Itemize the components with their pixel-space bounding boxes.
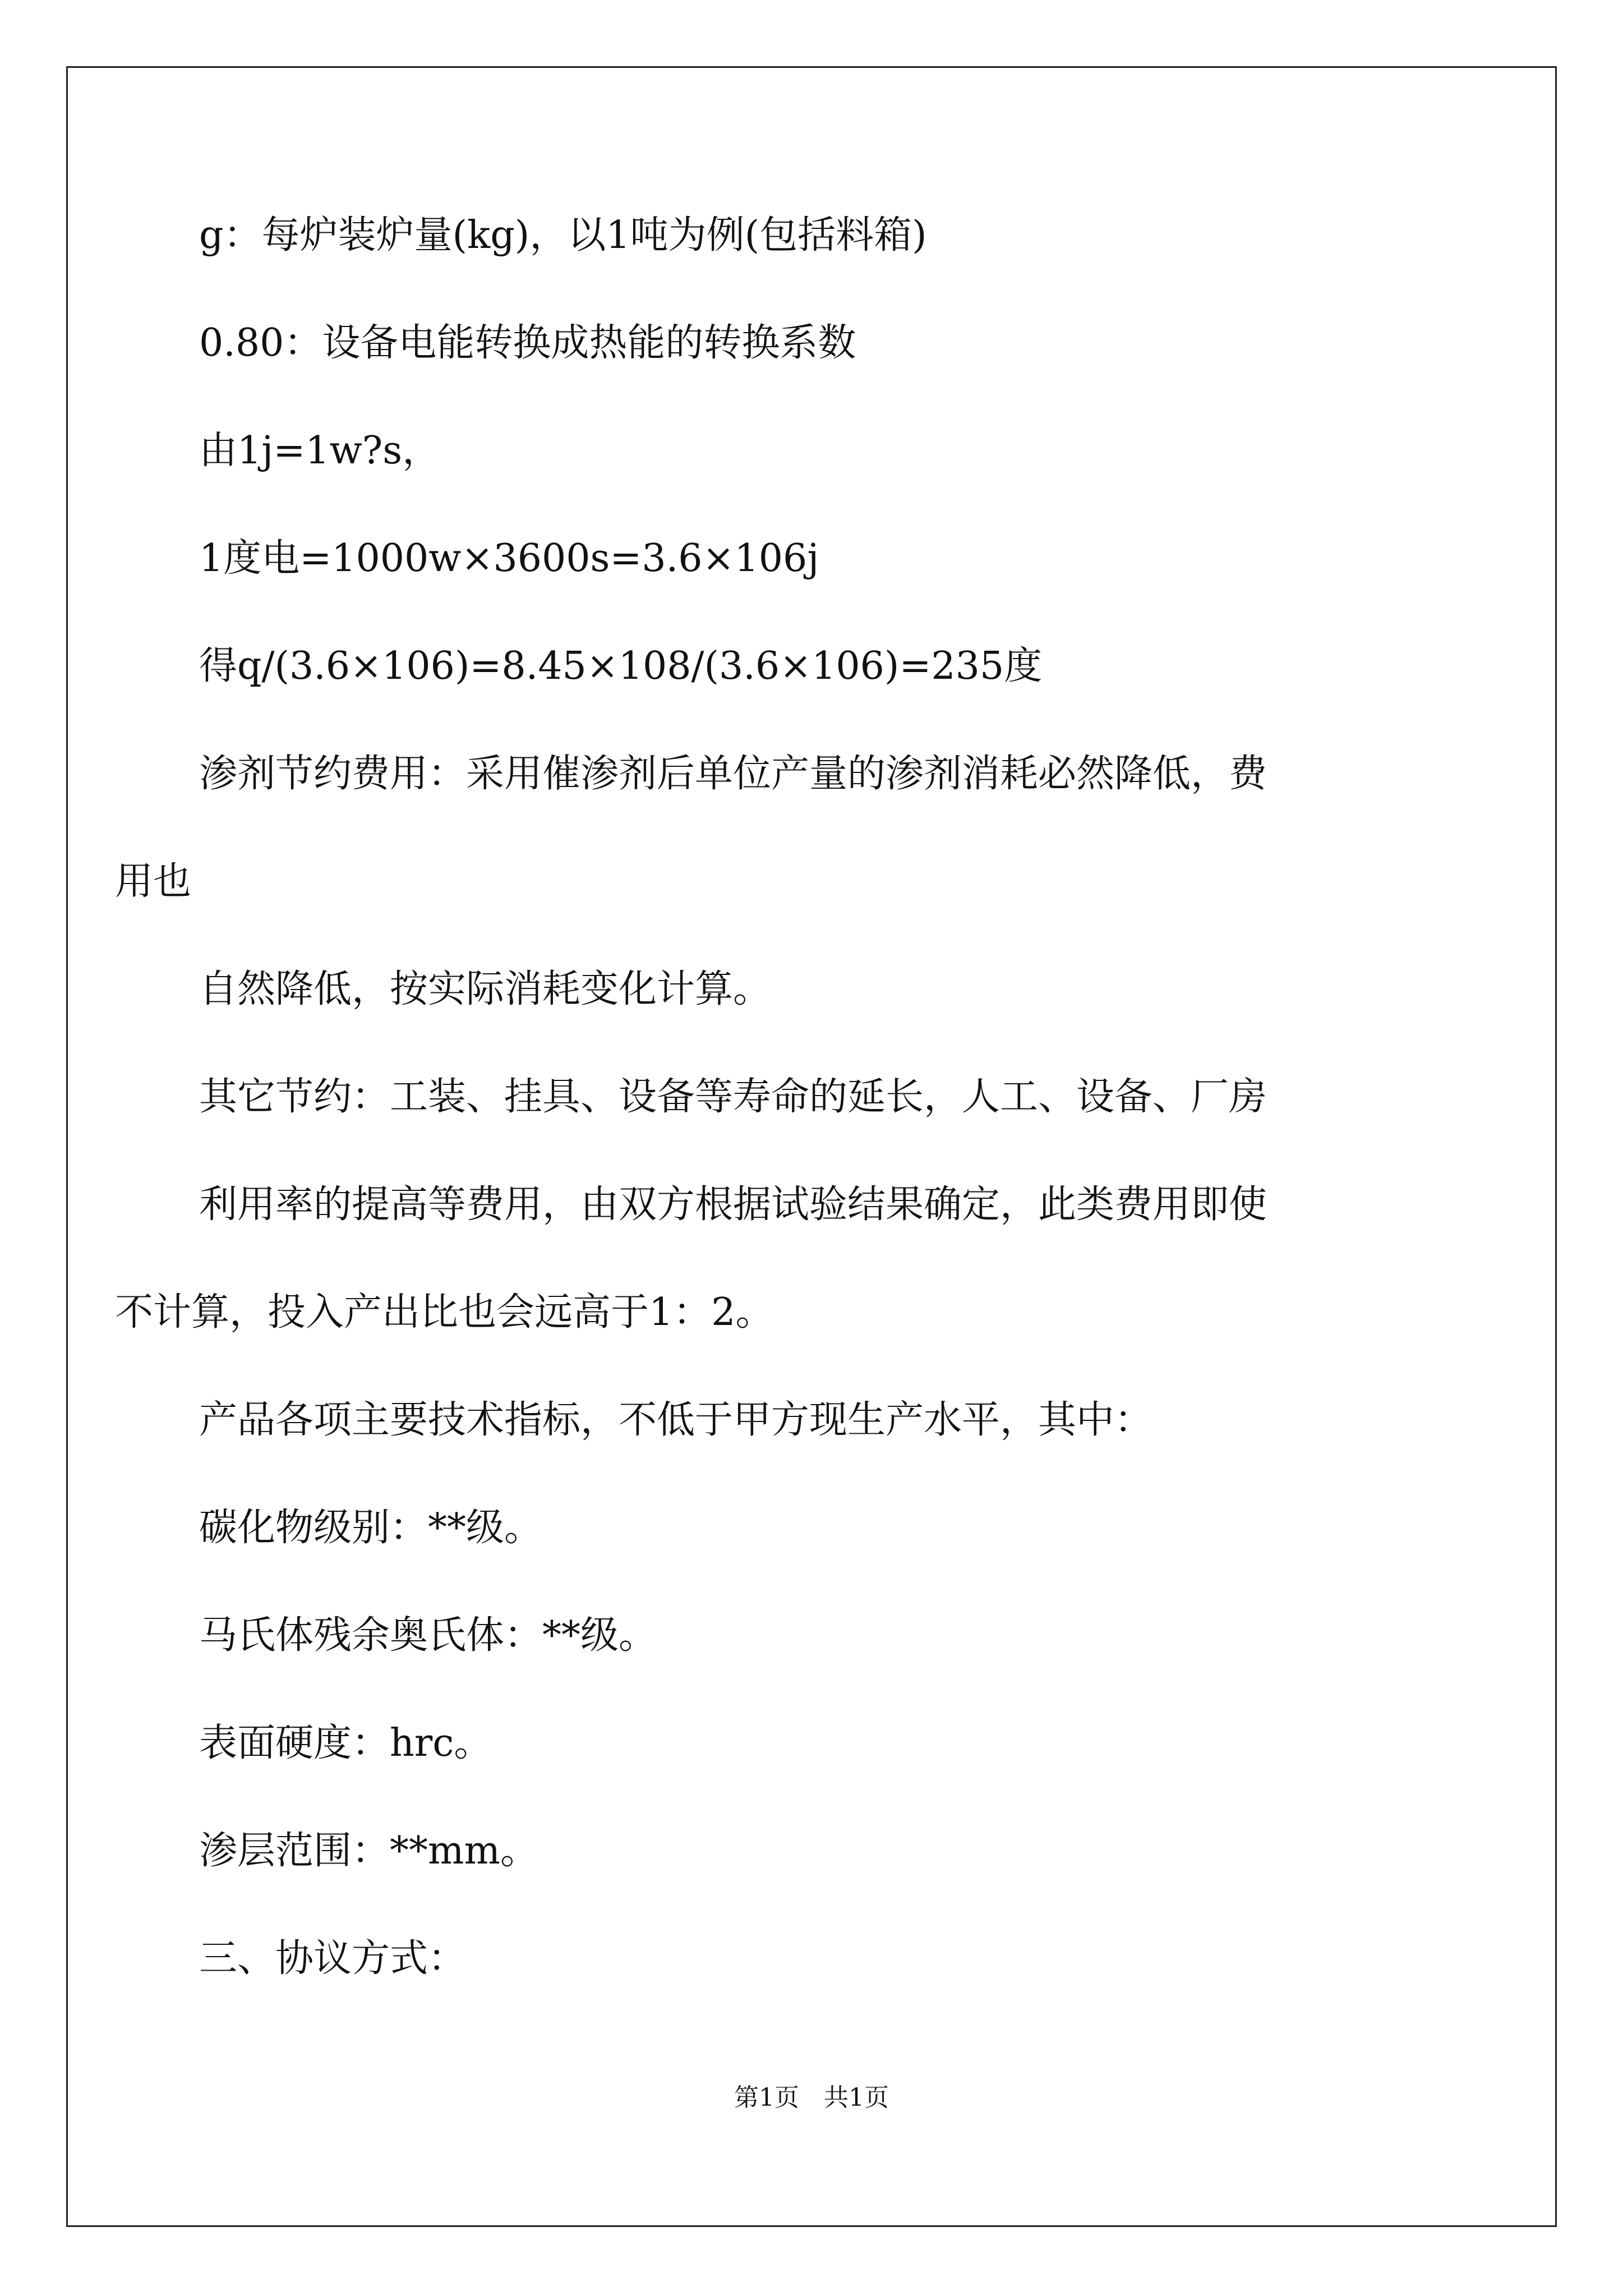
text-line-kwh-def: 1度电=1000w×3600s=3.6×106j <box>199 536 819 581</box>
text-line-joule-def: 由1j=1w?s， <box>199 429 441 473</box>
section-heading-agreement-method: 三、协议方式： <box>199 1936 467 1981</box>
text-line-other-savings: 其它节约：工装、挂具、设备等寿命的延长，人工、设备、厂房 <box>199 1075 1267 1119</box>
page-number-footer: 第1页 共1页 <box>734 2083 889 2112</box>
text-line-agent-savings-cont: 用也 <box>115 859 192 904</box>
text-line-ratio: 不计算，投入产出比也会远高于1：2。 <box>115 1290 774 1335</box>
text-line-result: 得q/(3.6×106)=8.45×108/(3.6×106)=235度 <box>199 644 1043 688</box>
text-line-conversion-factor: 0.80：设备电能转换成热能的转换系数 <box>199 321 856 365</box>
text-line-natural-reduction: 自然降低，按实际消耗变化计算。 <box>199 967 772 1011</box>
text-line-carbide-grade: 碳化物级别：**级。 <box>199 1506 543 1550</box>
text-line-surface-hardness: 表面硬度：hrc。 <box>199 1721 492 1765</box>
text-line-utilization: 利用率的提高等费用，由双方根据试验结果确定，此类费用即使 <box>199 1182 1267 1227</box>
text-line-tech-indicators: 产品各项主要技术指标，不低于甲方现生产水平，其中： <box>199 1398 1153 1442</box>
text-line-martensite-grade: 马氏体残余奥氏体：**级。 <box>199 1613 657 1658</box>
page-frame <box>66 66 1557 2227</box>
text-line-load: g：每炉装炉量(kg)，以1吨为例(包括料箱) <box>199 213 927 257</box>
text-line-agent-savings: 渗剂节约费用：采用催渗剂后单位产量的渗剂消耗必然降低，费 <box>199 752 1267 796</box>
text-line-layer-range: 渗层范围：**mm。 <box>199 1829 538 1873</box>
